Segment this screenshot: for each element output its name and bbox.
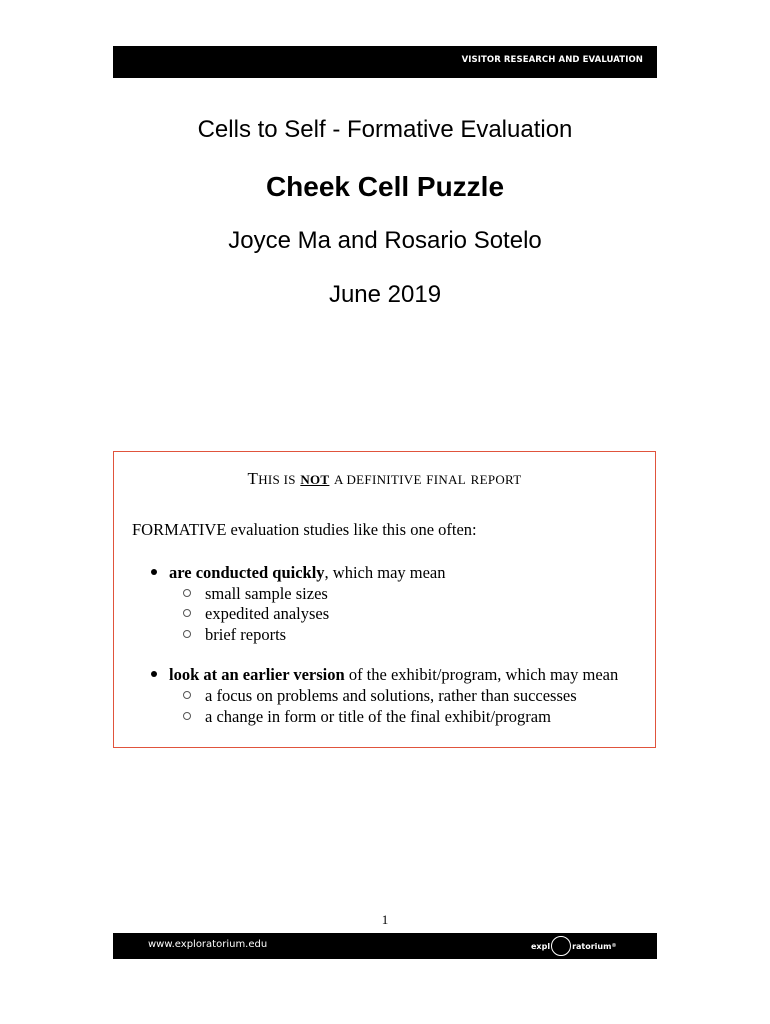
sub-bullet-item: brief reports — [183, 625, 286, 645]
document-title: Cheek Cell Puzzle — [265, 171, 505, 202]
hollow-circle-icon — [183, 609, 191, 617]
hollow-circle-icon — [183, 712, 191, 720]
exploratorium-logo: expl ratorium ® — [531, 935, 616, 957]
disclaimer-intro: FORMATIVE evaluation studies like this one often: — [132, 520, 477, 539]
disclaimer-heading: THIS IS NOT A DEFINITIVE FINAL REPORT — [247, 469, 522, 488]
footer-url: www.exploratorium.edu — [148, 939, 268, 950]
bullet-dot-icon — [151, 671, 157, 677]
bullet-dot-icon — [151, 569, 157, 575]
hollow-circle-icon — [183, 630, 191, 638]
not-emphasis: NOT — [300, 472, 330, 487]
disclaimer-box — [113, 451, 656, 748]
hollow-circle-icon — [183, 589, 191, 597]
header-bar — [113, 46, 657, 78]
page-number: 1 — [381, 912, 389, 927]
bullet-item: are conducted quickly, which may mean — [151, 563, 446, 583]
footer-bar — [113, 933, 657, 959]
sub-bullet-item: a change in form or title of the final exhibit/program — [183, 707, 551, 727]
bullet-item: look at an earlier version of the exhibit/program, which may mean — [151, 665, 618, 685]
logo-ring-icon — [551, 936, 571, 956]
hollow-circle-icon — [183, 691, 191, 699]
sub-bullet-item: small sample sizes — [183, 584, 328, 604]
document-authors: Joyce Ma and Rosario Sotelo — [228, 227, 542, 254]
header-label: VISITOR RESEARCH AND EVALUATION — [461, 55, 643, 65]
document-subtitle: Cells to Self - Formative Evaluation — [197, 116, 573, 143]
sub-bullet-item: a focus on problems and solutions, rather than successes — [183, 686, 577, 706]
sub-bullet-item: expedited analyses — [183, 604, 329, 624]
document-date: June 2019 — [328, 281, 442, 308]
